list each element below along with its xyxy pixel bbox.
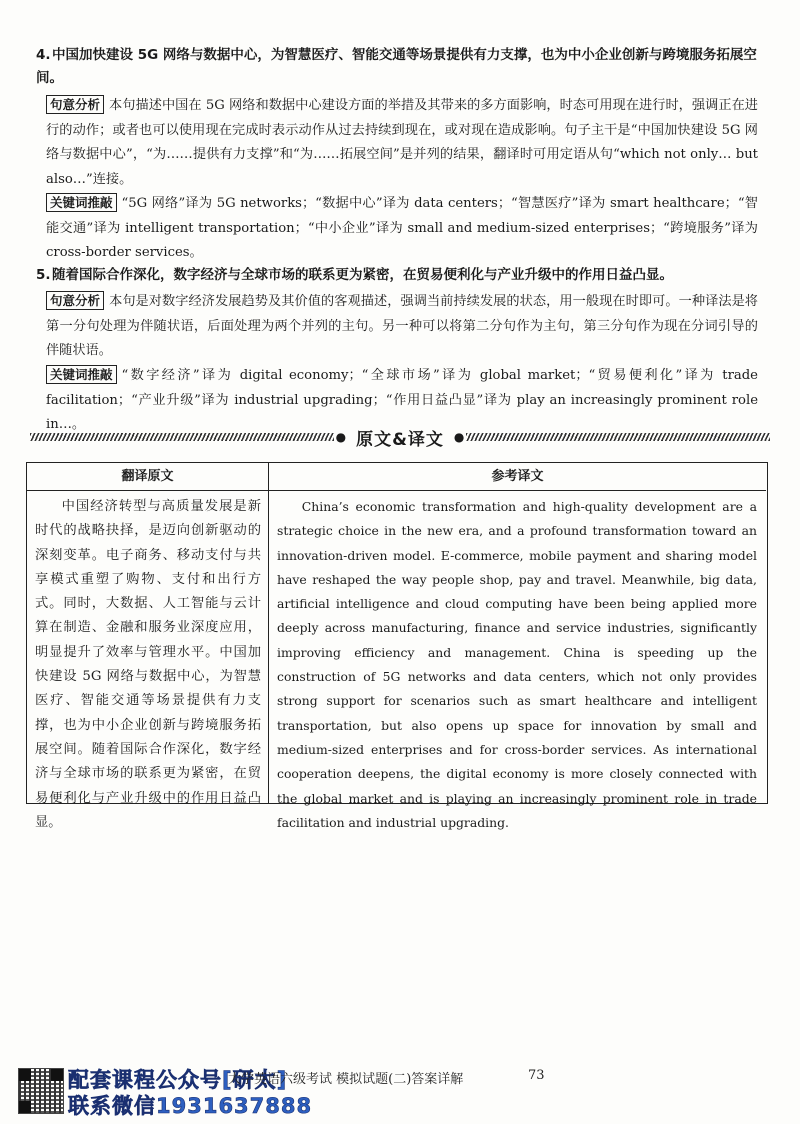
divider-dot-left: ● — [335, 430, 347, 444]
item-5-analysis-text: 本句是对数字经济发展趋势及其价值的客观描述，强调当前持续发展的状态，用一般现在时即可。一种译法是将第一分句处理为伴随状语，后面处理为两个并列的主句。另一种可以将第二分句作为主句，第三分句作为现在分词引导的伴随状语。 — [46, 294, 758, 358]
section-divider — [30, 426, 770, 448]
source-text-cell: 中国经济转型与高质量发展是新时代的战略抉择，是迈向创新驱动的深刻变革。电子商务、移动支付与共享模式重塑了购物、支付和出行方式。同时，大数据、人工智能与云计算在制造、金融和服务业深度应用，明显提升了效率与管理水平。中国加快建设 5G 网络与数据中心，为智慧医疗、智能交通等场景提供有力支撑，也为中小企业创新与跨境服务拓展空间。随着国际合作深化，数字经济与全球市场的联系更为紧密，在贸易便利化与产业升级中的作用日益凸显。 — [35, 499, 261, 830]
item-4-number: 4. — [36, 47, 51, 63]
item-4-keywords — [46, 192, 758, 266]
item-4-analysis — [46, 94, 758, 192]
page-running-title: 大学英语六级考试 模拟试题(二)答案详解 — [228, 1072, 464, 1087]
table-header-reference: 参考译文 — [269, 463, 766, 491]
item-5-analysis — [46, 290, 758, 364]
item-4-heading — [36, 44, 766, 90]
item-4-keywords-tag: 关键词推敲 — [46, 193, 117, 212]
reference-text-cell: China’s economic transformation and high-quality development are a strategic choice in the new era, and a profound transformation toward an innovation-driven model. E-commerce, mobile payment and sharing model have reshaped the way people shop, pay and travel. Meanwhile, big data, artificial intelligence and cloud computing have been being applied more deeply across manufacturing, finance and service industries, significantly improving efficiency and management. China is speeding up the construction of 5G networks and data centers, which not only provides strong support for scenarios such as smart healthcare and intelligent transportation, but also opens up space for innovation by small and medium-sized enterprises and for cross-border services. As international cooperation deepens, the digital economy is more closely connected with the global market and is playing an increasingly prominent role in trade facilitation and industrial upgrading. — [277, 499, 757, 830]
item-4-heading-text: 中国加快建设 5G 网络与数据中心，为智慧医疗、智能交通等场景提供有力支撑，也为中小企业创新与跨境服务拓展空间。 — [36, 47, 757, 86]
item-5-keywords-text: “数字经济”译为 digital economy；“全球市场”译为 global market；“贸易便利化”译为 trade facilitation；“产业升级”译为 industrial upgrading；“作用日益凸显”译为 play an increasingly prominent role in…。 — [46, 368, 758, 432]
translation-table — [26, 462, 768, 830]
divider-hatch-right — [466, 433, 770, 441]
item-5-number: 5. — [36, 267, 51, 283]
page-footer — [0, 1060, 800, 1124]
item-5-heading-text: 随着国际合作深化，数字经济与全球市场的联系更为紧密，在贸易便利化与产业升级中的作用日益凸显。 — [52, 267, 673, 283]
table-column-divider — [268, 490, 269, 803]
item-4-keywords-text: “5G 网络”译为 5G networks；“数据中心”译为 data centers；“智慧医疗”译为 smart healthcare；“智能交通”译为 intelligent transportation；“中小企业”译为 small and medium-sized enterprises；“跨境服务”译为 cross-border services。 — [46, 196, 758, 260]
divider-hatch-left — [30, 433, 334, 441]
item-5-analysis-tag: 句意分析 — [46, 291, 104, 310]
table-header-source: 翻译原文 — [27, 463, 269, 491]
item-4-analysis-text: 本句描述中国在 5G 网络和数据中心建设方面的举措及其带来的多方面影响，时态可用现在进行时，强调正在进行的动作；或者也可以使用现在完成时表示动作从过去持续到现在，或对现在造成影响。句子主干是“中国加快建设 5G 网络与数据中心”，“为……提供有力支撑”和“为……拓展空间”是并列的结果，翻译时可用定语从句“which not only… but also…”连接。 — [46, 98, 758, 187]
item-5-keywords-tag: 关键词推敲 — [46, 365, 117, 384]
watermark-line-2: 联系微信1931637888 — [68, 1094, 313, 1118]
section-title: 原文&译文 — [356, 429, 444, 450]
watermark-line-1: 配套课程公众号[研太] — [68, 1068, 288, 1092]
item-4-analysis-tag: 句意分析 — [46, 95, 104, 114]
divider-dot-right: ● — [453, 430, 465, 444]
qr-code-icon — [18, 1068, 64, 1114]
page-number: 73 — [528, 1068, 545, 1083]
item-5-heading — [36, 264, 766, 287]
